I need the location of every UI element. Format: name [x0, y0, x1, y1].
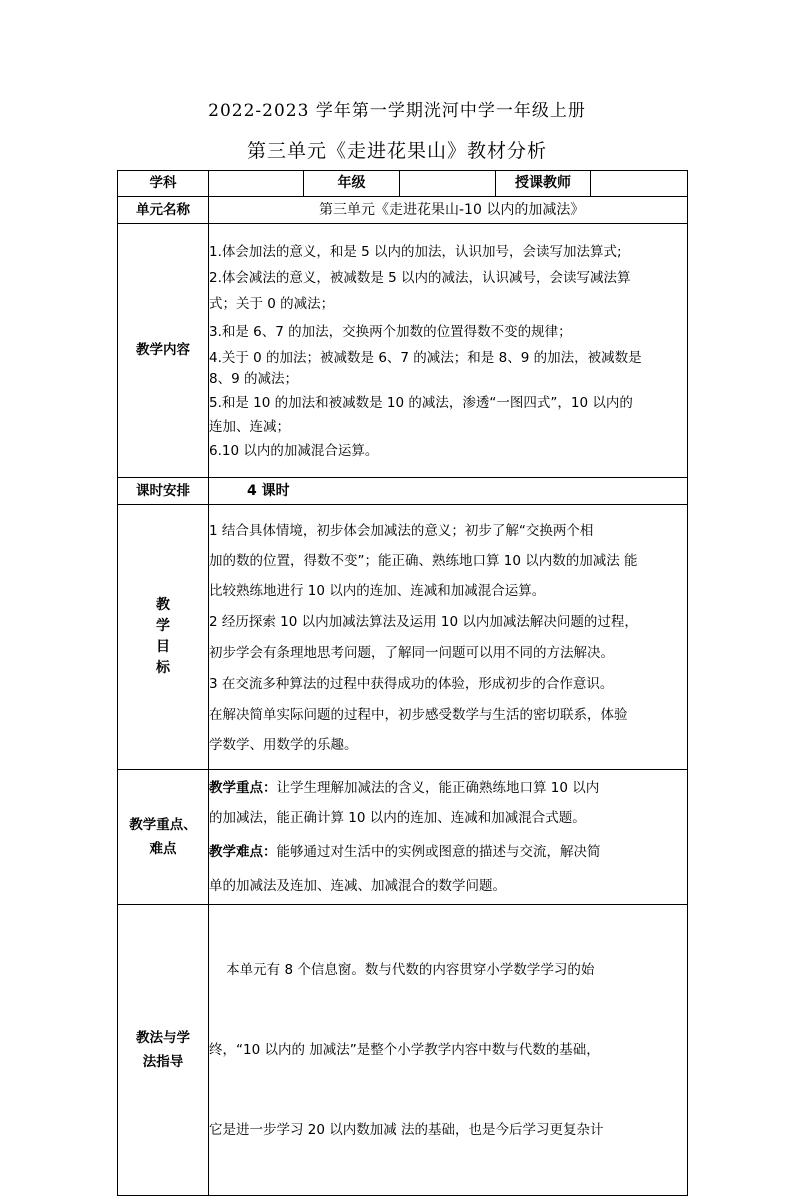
content-line: 6.10 以内的加减混合运算。	[209, 442, 379, 459]
method-label-line: 法指导	[142, 1054, 184, 1070]
teacher-label: 授课教师	[496, 171, 591, 196]
method-label	[118, 905, 209, 1196]
goals-row	[118, 505, 688, 770]
content-line: 式；关于 0 的减法；	[209, 295, 335, 312]
goal-line: 2 经历探索 10 以内加减法算法及运用 10 以内加减法解决问题的过程，	[209, 614, 638, 630]
goal-line: 比较熟练地进行 10 以内的连加、连减和加减混合运算。	[209, 583, 546, 599]
content-row	[118, 224, 688, 478]
unit-value: 第三单元《走进花果山-10 以内的加减法》	[209, 197, 688, 224]
hours-value: 4 课时	[209, 478, 688, 505]
keypoints-text	[209, 770, 688, 905]
method-line: 终，“10 以内的 加减法”是整个小学教学内容中数与代数的基础，	[209, 1042, 600, 1058]
content-line: 1.体会加法的意义，和是 5 以内的加法，认识加号，会读写加法算式;	[209, 243, 622, 260]
method-line: 它是进一步学习 20 以内数加减 法的基础，也是今后学习更复杂计	[209, 1122, 604, 1138]
goals-label-char: 目	[156, 639, 170, 655]
keypoints-label	[118, 770, 209, 905]
grade-label: 年级	[304, 171, 400, 196]
info-row	[118, 171, 688, 197]
goal-line: 初步学会有条理地思考问题，了解同一问题可以用不同的方法解决。	[209, 645, 614, 661]
method-row	[118, 905, 688, 1196]
hours-row	[118, 478, 688, 505]
content-line: 连加、连减；	[209, 418, 290, 435]
unit-label: 单元名称	[118, 197, 209, 224]
nandian-label: 教学难点：	[209, 844, 277, 860]
content-line: 3.和是 6、7 的加法，交换两个加数的位置得数不变的规律；	[209, 323, 572, 340]
zhongdian-text: 让学生理解加减法的含义，能正确熟练地口算 10 以内	[276, 780, 600, 796]
keypoints-label-line: 难点	[149, 841, 177, 857]
teacher-value	[591, 171, 687, 196]
subject-value	[209, 171, 304, 196]
goals-label-char: 教	[156, 597, 170, 613]
goal-line: 3 在交流多种算法的过程中获得成功的体验，形成初步的合作意识。	[209, 676, 614, 692]
nandian-text: 能够通过对生活中的实例或图意的描述与交流，解决简	[276, 844, 601, 860]
zhongdian-text-cont: 的加减法，能正确计算 10 以内的连加、连减和加减混合式题。	[209, 810, 586, 826]
content-text	[209, 224, 688, 478]
content-line: 2.体会减法的意义，被减数是 5 以内的减法，认识减号，会读写减法算	[209, 269, 631, 286]
content-line: 4.关于 0 的加法；被减数是 6、7 的减法；和是 8、9 的加法，被减数是	[209, 349, 642, 366]
nandian-text-cont: 单的加减法及连加、连减、加减混合的数学问题。	[209, 878, 506, 894]
goal-line: 在解决简单实际问题的过程中，初步感受数学与生活的密切联系，体验	[209, 707, 628, 723]
analysis-table	[117, 170, 688, 1196]
document-title-line2: 第三单元《走进花果山》教材分析	[246, 140, 547, 162]
document-title-line1: 2022-2023 学年第一学期洸河中学一年级上册	[208, 101, 586, 121]
goal-line: 1 结合具体情境，初步体会加减法的意义；初步了解“交换两个相	[209, 523, 594, 539]
goal-line: 学数学、用数学的乐趣。	[209, 737, 358, 753]
goals-label-char: 标	[156, 660, 170, 676]
content-line: 5.和是 10 的加法和被减数是 10 的减法，渗透“一图四式”，10 以内的	[209, 394, 633, 411]
goals-label	[118, 505, 209, 770]
content-line: 8、9 的减法；	[209, 370, 298, 387]
goals-text	[209, 505, 688, 770]
info-row-cells	[209, 171, 688, 197]
unit-row	[118, 197, 688, 224]
zhongdian-label: 教学重点：	[209, 780, 277, 796]
hours-label: 课时安排	[118, 478, 209, 505]
keypoints-label-line: 教学重点、	[129, 817, 197, 833]
method-text	[209, 905, 688, 1196]
method-line: 本单元有 8 个信息窗。数与代数的内容贯穿小学数学学习的始	[209, 962, 595, 978]
keypoints-row	[118, 770, 688, 905]
content-label: 教学内容	[118, 224, 209, 478]
grade-value	[400, 171, 496, 196]
subject-label: 学科	[118, 171, 209, 197]
method-label-line: 教法与学	[136, 1030, 190, 1046]
goal-line: 加的数的位置，得数不变”；能正确、熟练地口算 10 以内数的加减法 能	[209, 553, 638, 569]
goals-label-char: 学	[156, 618, 170, 634]
